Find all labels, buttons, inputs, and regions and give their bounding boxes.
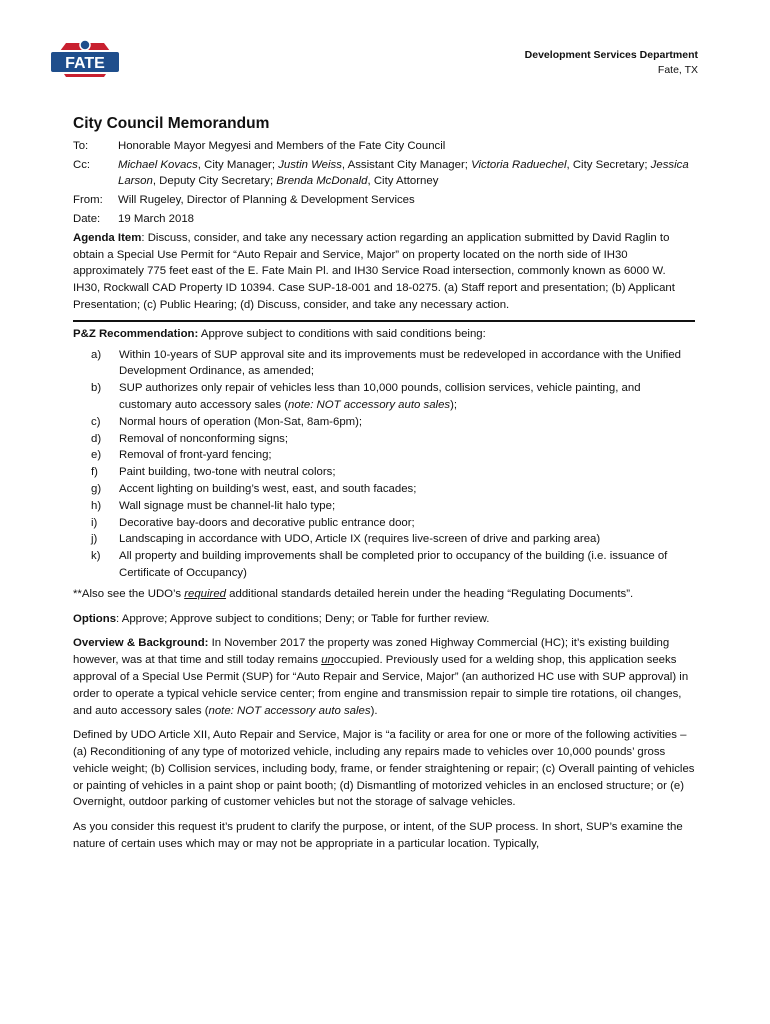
overview-text: In November 2017 the property was zoned Highway Commercial (HC); it’s existing building however, was at that time and still today remains bbox=[73, 637, 670, 667]
list-item bbox=[73, 414, 695, 431]
date-row bbox=[73, 211, 695, 228]
overview-end: ). bbox=[370, 704, 378, 717]
options-text: : Approve; Approve subject to conditions; Deny; or Table for further review. bbox=[116, 612, 490, 625]
agenda-item bbox=[73, 230, 695, 314]
cc-role: , City Manager; bbox=[197, 158, 279, 171]
udo-note-post: additional standards detailed herein under the heading “Regulating Documents”. bbox=[226, 587, 634, 600]
memo-title: City Council Memorandum bbox=[73, 115, 270, 132]
logo-text: FATE bbox=[65, 55, 105, 72]
list-marker: a) bbox=[91, 348, 102, 361]
cc-name: Victoria Raduechel bbox=[471, 158, 567, 171]
list-item bbox=[73, 347, 695, 381]
date-value: 19 March 2018 bbox=[118, 212, 194, 225]
cc-name: Brenda McDonald bbox=[276, 175, 368, 188]
list-marker: h) bbox=[91, 499, 102, 512]
list-marker: k) bbox=[91, 550, 101, 563]
list-text: Removal of nonconforming signs; bbox=[119, 432, 289, 445]
list-item bbox=[73, 498, 695, 515]
cc-role: , City Secretary; bbox=[566, 158, 651, 171]
fate-logo bbox=[46, 37, 124, 83]
pz-label: P&Z Recommendation: bbox=[73, 327, 199, 340]
options-paragraph bbox=[73, 611, 695, 628]
agenda-text: : Discuss, consider, and take any necessary action regarding an application submitted by David Raglin to obtain a Special Use Permit for “Auto Repair and Service, Major” on property located on the north side of IH30 approximately 775 feet east of the E. Fate Main Pl. and IH30 Service Road intersection, commonly known as 6000 W. IH30, Rockwall CAD Property ID 10394. Case SUP-18-001 and 18-0275. (a) Staff report and presentation; (b) Applicant Presentation; (c) Public Hearing; (d) Discuss, consider, and take any necessary action. bbox=[73, 231, 675, 311]
list-item bbox=[73, 380, 695, 414]
list-text-after: ); bbox=[450, 398, 458, 411]
cc-label: Cc: bbox=[73, 158, 91, 171]
cc-name: Michael Kovacs bbox=[118, 158, 198, 171]
list-text bbox=[119, 380, 695, 414]
department-header bbox=[525, 48, 698, 78]
list-marker: d) bbox=[91, 432, 102, 445]
pz-text: Approve subject to conditions with said conditions being: bbox=[198, 327, 486, 340]
overview-emphasis: un bbox=[321, 654, 334, 667]
divider bbox=[73, 320, 695, 322]
list-marker: i) bbox=[91, 516, 98, 529]
definition-paragraph: Defined by UDO Article XII, Auto Repair and Service, Major is “a facility or area for one or more of the following activities – (a) Reconditioning of any type of motorized vehicle, including any repairs made to vehicles over 10,000 pounds’ gross vehicle weight; (b) Collision services, including body, frame, or fender straightening or repair; (c) Overall painting of vehicles or painting of vehicles in a paint shop or paint booth; (d) Dismantling of motorized vehicles in an enclosed structure; or (e) Overnight, outdoor parking of customer vehicles but not the storage of salvage vehicles. bbox=[73, 729, 695, 809]
udo-note bbox=[73, 586, 695, 603]
date-label: Date: bbox=[73, 212, 101, 225]
cc-name: Justin Weiss bbox=[278, 158, 342, 171]
pz-recommendation bbox=[73, 326, 695, 343]
list-item bbox=[73, 447, 695, 464]
list-text: Decorative bay-doors and decorative public entrance door; bbox=[119, 516, 415, 529]
list-marker: c) bbox=[91, 415, 101, 428]
to-label: To: bbox=[73, 139, 89, 152]
from-row bbox=[73, 192, 695, 209]
department-location: Fate, TX bbox=[657, 64, 698, 76]
list-item bbox=[73, 548, 695, 582]
list-text: Normal hours of operation (Mon-Sat, 8am-6pm); bbox=[119, 415, 363, 428]
udo-note-pre: **Also see the UDO’s bbox=[73, 587, 185, 600]
list-item bbox=[73, 515, 695, 532]
list-note: note: NOT accessory auto sales bbox=[288, 398, 451, 411]
udo-required: required bbox=[184, 587, 227, 600]
list-text: Accent lighting on building’s west, east, and south facades; bbox=[119, 482, 417, 495]
consider-paragraph: As you consider this request it’s prudent to clarify the purpose, or intent, of the SUP process. In short, SUP’s examine the nature of certain uses which may or may not be appropriate in a particular location. Typically, bbox=[73, 821, 683, 851]
list-text: Removal of front-yard fencing; bbox=[119, 449, 272, 462]
list-marker: e) bbox=[91, 449, 102, 462]
cc-role: , Deputy City Secretary; bbox=[152, 175, 277, 188]
list-item bbox=[73, 481, 695, 498]
list-text: Paint building, two-tone with neutral colors; bbox=[119, 466, 336, 479]
list-text: Landscaping in accordance with UDO, Article IX (requires live-screen of drive and parking area) bbox=[119, 533, 601, 546]
list-text: All property and building improvements shall be completed prior to occupancy of the building (i.e. issuance of Certificate of Occupancy) bbox=[119, 550, 668, 579]
list-item bbox=[73, 464, 695, 481]
list-text: Wall signage must be channel-lit halo type; bbox=[119, 499, 336, 512]
to-row bbox=[73, 138, 695, 155]
from-label: From: bbox=[73, 194, 103, 207]
cc-role: , City Attorney bbox=[367, 175, 439, 188]
cc-role: , Assistant City Manager; bbox=[341, 158, 472, 171]
cc-value bbox=[118, 157, 695, 191]
options-label: Options bbox=[73, 612, 117, 625]
conditions-list bbox=[73, 347, 695, 582]
agenda-label: Agenda Item bbox=[73, 231, 142, 244]
to-value: Honorable Mayor Megyesi and Members of the Fate City Council bbox=[118, 139, 446, 152]
list-text: Within 10-years of SUP approval site and its improvements must be redeveloped in accordance with the Unified Development Ordinance, as amended; bbox=[119, 348, 682, 378]
overview-note: note: NOT accessory auto sales bbox=[208, 704, 371, 717]
list-marker: g) bbox=[91, 482, 102, 495]
list-item bbox=[73, 531, 695, 548]
cc-name: Jessica Larson bbox=[118, 158, 689, 188]
list-text-main: SUP authorizes only repair of vehicles less than 10,000 pounds, collision services, vehicle painting, and customary auto accessory sales ( bbox=[119, 382, 641, 411]
overview-text-cont: occupied. Previously used for a welding shop, this application seeks approval of a Special Use Permit (SUP) for “Auto Repair and Service, Major” (an authorized HC use with SUP approval) in order to operate a typical vehicle service center; from engine and transmission repair to simple tire rotations, oil changes, and auto accessory sales ( bbox=[73, 654, 689, 717]
list-item bbox=[73, 431, 695, 448]
list-marker: j) bbox=[91, 533, 98, 546]
memo-body bbox=[73, 116, 695, 853]
overview-paragraph bbox=[73, 635, 695, 719]
list-marker: f) bbox=[91, 466, 98, 479]
overview-label: Overview & Background: bbox=[73, 637, 209, 650]
from-value: Will Rugeley, Director of Planning & Development Services bbox=[118, 194, 415, 207]
cc-row bbox=[73, 157, 695, 191]
list-marker: b) bbox=[91, 382, 102, 395]
department-name: Development Services Department bbox=[524, 49, 698, 61]
